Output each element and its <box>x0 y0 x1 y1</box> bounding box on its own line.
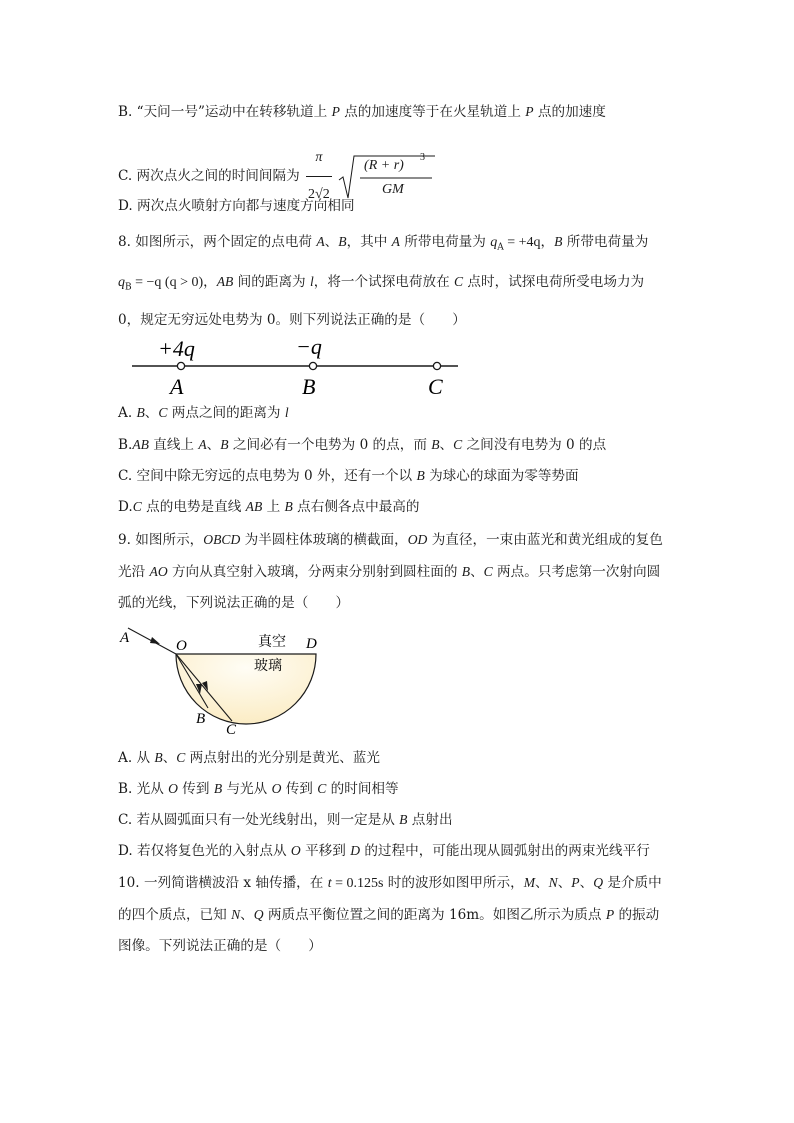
q8-stem-line3: 0，规定无穷远处电势为 0。则下列说法正确的是（ ） <box>118 312 466 328</box>
charge-a-dot <box>177 362 184 369</box>
label-a: A <box>170 374 184 399</box>
q9-option-a[interactable]: A. 从 B、C 两点射出的光分别是黄光、蓝光 <box>118 750 380 766</box>
q7-option-c[interactable]: C. 两次点火之间的时间间隔为 $\frac{\pi}{2√2}$ (R + r) 3 GM <box>118 140 436 213</box>
q8-option-c[interactable]: C. 空间中除无穷远的点电势为 0 外，还有一个以 B 为球心的球面为零等势面 <box>118 468 579 484</box>
label-plus-4q: +4q <box>158 336 195 361</box>
q9-option-c[interactable]: C. 若从圆弧面只有一处光线射出，则一定是从 B 点射出 <box>118 812 453 828</box>
q8-option-d[interactable]: D.C 点的电势是直线 AB 上 B 点右侧各点中最高的 <box>118 499 420 515</box>
incident-arrow <box>150 637 160 644</box>
q9-option-d[interactable]: D. 若仅将复色光的入射点从 O 平移到 D 的过程中，可能出现从圆弧射出的两束光线平行 <box>118 843 650 859</box>
q7-option-b[interactable]: B. “天问一号”运动中在转移轨道上 P 点的加速度等于在火星轨道上 P 点的加速度 <box>118 104 606 120</box>
label-minus-q: −q <box>296 334 322 359</box>
formula-radical: (R + r) 3 GM <box>338 154 436 200</box>
q7-option-d[interactable]: D. 两次点火喷射方向都与速度方向相同 <box>118 198 355 214</box>
label-c: C <box>226 722 237 738</box>
q8-option-a[interactable]: A. B、C 两点之间的距离为 l <box>118 405 289 421</box>
q8-stem-line1: 8. 如图所示，两个固定的点电荷 A、B，其中 A 所带电荷量为 $q_A = +4q$，B 所带电荷量为 <box>118 234 649 253</box>
q9-stem-line1: 9. 如图所示，OBCD 为半圆柱体玻璃的横截面，OD 为直径，一束由蓝光和黄光组成的复色 <box>118 532 663 548</box>
formula-fraction: $\frac{\pi}{2√2}$ <box>306 140 332 213</box>
q10-stem-line3: 图像。下列说法正确的是（ ） <box>118 938 322 954</box>
point-c-dot <box>433 362 440 369</box>
label-glass: 玻璃 <box>254 659 282 674</box>
label-b: B <box>302 374 316 399</box>
q9-stem-line2: 光沿 AO 方向从真空射入玻璃，分两束分别射到圆柱面的 B、C 两点。只考虑第一次射向圆 <box>118 564 661 580</box>
label-vacuum: 真空 <box>258 635 286 650</box>
label-c: C <box>428 374 443 399</box>
q10-stem-line1: 10. 一列简谐横波沿 x 轴传播，在 t = 0.125s 时的波形如图甲所示，M、N、P、Q 是介质中 <box>118 875 662 891</box>
q10-stem-line2: 的四个质点，已知 N、Q 两质点平衡位置之间的距离为 16m。如图乙所示为质点 P 的振动 <box>118 907 660 923</box>
q8-charges-figure <box>126 334 466 400</box>
q9-option-b[interactable]: B. 光从 O 传到 B 与光从 O 传到 C 的时间相等 <box>118 781 399 797</box>
label-a: A <box>120 630 130 646</box>
q9-glass-figure <box>116 622 330 740</box>
charge-b-dot <box>309 362 316 369</box>
q8-option-b[interactable]: B.AB 直线上 A、B 之间必有一个电势为 0 的点，而 B、C 之间没有电势为 0 的点 <box>118 437 607 453</box>
label-o: O <box>176 638 187 654</box>
q8-stem-line2: $q_B = -q$ (q > 0)，AB 间的距离为 l，将一个试探电荷放在 C 点时，试探电荷所受电场力为 <box>118 274 645 293</box>
q9-stem-line3: 弧的光线，下列说法正确的是（ ） <box>118 595 350 611</box>
label-b: B <box>196 711 206 727</box>
label-d: D <box>306 636 317 652</box>
